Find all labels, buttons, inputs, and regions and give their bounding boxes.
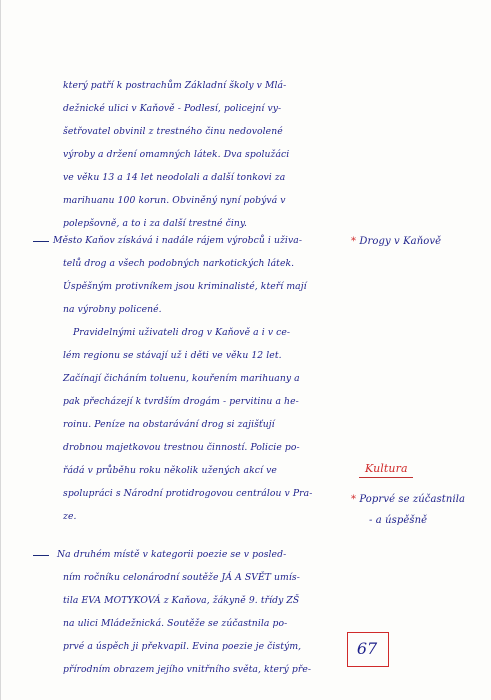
- text-line: polepšovně, a to i za další trestné činy.: [63, 218, 248, 229]
- text-line: spolupráci s Národní protidrogovou centrálou v Pra-: [63, 488, 313, 499]
- text-line: na ulici Mládežnická. Soutěže se zúčastnila po-: [63, 618, 288, 629]
- text-line: Začínají čicháním toluenu, kouřením marihuany a: [63, 373, 300, 384]
- page-number: 67: [356, 639, 378, 658]
- text-line: ze.: [63, 511, 77, 522]
- text-line: na výrobny policené.: [63, 304, 162, 315]
- margin-note-drugs: * Drogy v Kaňově: [351, 236, 442, 247]
- text-line: šetřovatel obvinil z trestného činu nedovolené: [63, 126, 283, 137]
- heading-underline: [359, 477, 413, 478]
- text-line: Úspěšným protivníkem jsou kriminalisté, kteří mají: [63, 281, 307, 292]
- text-line: roinu. Peníze na obstarávání drog si zajišťují: [63, 419, 275, 430]
- margin-note-first-time: * Poprvé se zúčastnila: [351, 494, 466, 505]
- text-line: drobnou majetkovou trestnou činností. Policie po-: [63, 442, 300, 453]
- text-line: přírodním obrazem jejího vnitřního světa, který pře-: [63, 664, 312, 675]
- text-line: tila EVA MOTYKOVÁ z Kaňova, žákyně 9. třídy ZŠ: [63, 595, 300, 606]
- text-line: ním ročníku celonárodní soutěže JÁ A SVĚT umís-: [63, 572, 300, 583]
- margin-heading-culture: Kultura: [365, 462, 408, 475]
- text-line: pak přecházejí k tvrdším drogám - pervitinu a he-: [63, 396, 299, 407]
- text-line: řádá v průběhu roku několik užených akcí ve: [63, 465, 277, 476]
- text-line: výroby a držení omamných látek. Dva spolužáci: [63, 149, 290, 160]
- text-line: telů drog a všech podobných narkotických látek.: [63, 258, 295, 269]
- text-line: Město Kaňov získává i nadále rájem výrobců i uživa-: [53, 235, 303, 246]
- paragraph-dash: [33, 555, 49, 556]
- text-line: dežnické ulici v Kaňově - Podlesí, policejní vy-: [63, 103, 282, 114]
- text-line: prvé a úspěch ji překvapil. Evina poezie je čistým,: [63, 641, 302, 652]
- paragraph-dash: [33, 241, 49, 242]
- text-line: marihuanu 100 korun. Obviněný nyní pobývá v: [63, 195, 286, 206]
- text-line: Pravidelnými uživateli drog v Kaňově a i v ce-: [73, 327, 291, 338]
- text-line: ve věku 13 a 14 let neodolali a další tonkovi za: [63, 172, 286, 183]
- text-line: lém regionu se stávají už i děti ve věku 12 let.: [63, 350, 282, 361]
- margin-note-successfully: - a úspěšně: [369, 515, 428, 526]
- text-line: Na druhém místě v kategorii poezie se v posled-: [57, 549, 287, 560]
- text-line: který patří k postrachům Základní školy v Mlá-: [63, 80, 287, 91]
